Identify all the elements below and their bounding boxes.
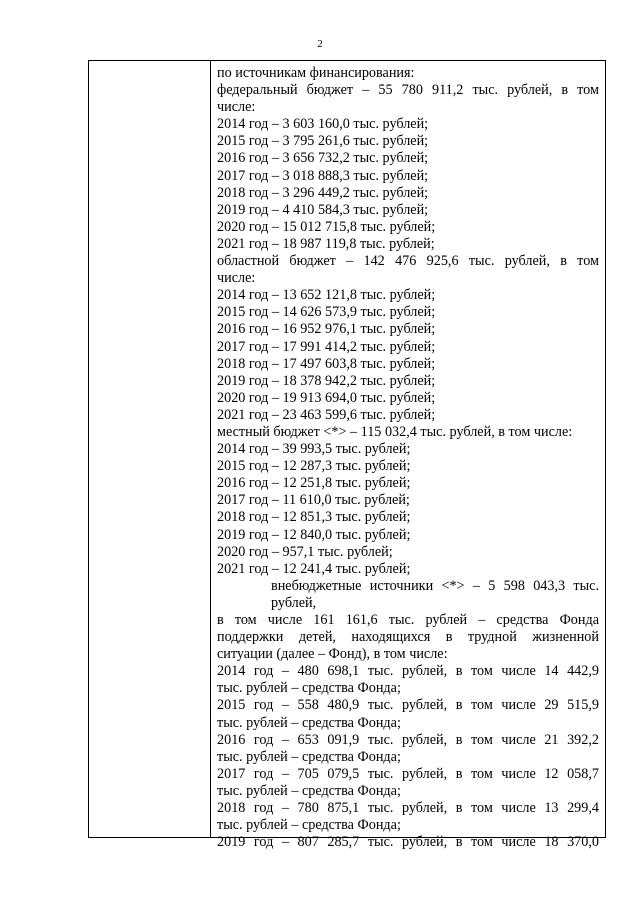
document-table [88,60,606,851]
text-line: 2015 год – 558 480,9 тыс. рублей, в том числе 29 515,9 [217,697,599,714]
text-line: 2018 год – 780 875,1 тыс. рублей, в том числе 13 299,4 [217,800,599,817]
text-line: 2014 год – 480 698,1 тыс. рублей, в том числе 14 442,9 [217,663,599,680]
text-line: 2020 год – 19 913 694,0 тыс. рублей; [217,389,436,406]
text-line: в том числе 161 161,6 тыс. рублей – средства Фонда [217,612,599,628]
table-right-cell [211,61,605,851]
text-line: 2015 год – 3 795 261,6 тыс. рублей; [217,133,429,150]
page-number: 2 [317,38,323,50]
text-line: тыс. рублей – средства Фонда; [217,680,401,697]
text-line: 2016 год – 12 251,8 тыс. рублей; [217,475,411,492]
text-line: 2017 год – 11 610,0 тыс. рублей; [217,492,410,509]
text-line: тыс. рублей – средства Фонда; [217,714,401,731]
text-line: ситуации (далее – Фонд), в том числе: [217,646,448,663]
text-line: внебюджетные источники <*> – 5 598 043,3 тыс. рублей, [271,577,599,611]
text-line: областной бюджет – 142 476 925,6 тыс. рублей, в том [217,253,599,270]
text-line: 2020 год – 15 012 715,8 тыс. рублей; [217,218,436,235]
text-line: 2016 год – 653 091,9 тыс. рублей, в том числе 21 392,2 [217,731,599,748]
text-line: поддержки детей, находящихся в трудной жизненной [217,629,599,646]
text-line: 2019 год – 18 378 942,2 тыс. рублей; [217,372,436,389]
text-line: 2021 год – 23 463 599,6 тыс. рублей; [217,406,436,423]
text-line: 2018 год – 17 497 603,8 тыс. рублей; [217,355,436,372]
text-line: 2020 год – 957,1 тыс. рублей; [217,543,393,560]
text-line: числе: [217,270,256,287]
text-line: 2021 год – 12 241,4 тыс. рублей; [217,560,411,577]
text-line: местный бюджет <*> – 115 032,4 тыс. рублей, в том числе: [217,423,573,440]
text-line: 2021 год – 18 987 119,8 тыс. рублей; [217,235,435,252]
text-line: тыс. рублей – средства Фонда; [217,748,401,765]
text-line: 2017 год – 17 991 414,2 тыс. рублей; [217,338,436,355]
text-line: 2016 год – 16 952 976,1 тыс. рублей; [217,321,436,338]
text-line: 2018 год – 12 851,3 тыс. рублей; [217,509,411,526]
text-line: тыс. рублей – средства Фонда; [217,817,401,834]
text-line: 2017 год – 3 018 888,3 тыс. рублей; [217,167,429,184]
text-line: 2015 год – 12 287,3 тыс. рублей; [217,458,411,475]
text-line: 2017 год – 705 079,5 тыс. рублей, в том числе 12 058,7 [217,765,599,782]
text-line: числе: [217,99,256,116]
table-left-cell [89,61,211,837]
text-line: 2014 год – 39 993,5 тыс. рублей; [217,441,411,458]
text-line: 2014 год – 3 603 160,0 тыс. рублей; [217,116,429,133]
text-line: тыс. рублей – средства Фонда; [217,782,401,799]
text-line: 2019 год – 4 410 584,3 тыс. рублей; [217,201,429,218]
text-line: 2016 год – 3 656 732,2 тыс. рублей; [217,150,429,167]
text-line: 2018 год – 3 296 449,2 тыс. рублей; [217,184,429,201]
text-line: по источникам финансирования: [217,65,415,81]
text-line: 2014 год – 13 652 121,8 тыс. рублей; [217,287,436,304]
text-line: 2019 год – 807 285,7 тыс. рублей, в том числе 18 370,0 [217,834,599,851]
text-line: федеральный бюджет – 55 780 911,2 тыс. рублей, в том [217,82,599,99]
text-line: 2019 год – 12 840,0 тыс. рублей; [217,526,411,543]
text-line: 2015 год – 14 626 573,9 тыс. рублей; [217,304,436,321]
